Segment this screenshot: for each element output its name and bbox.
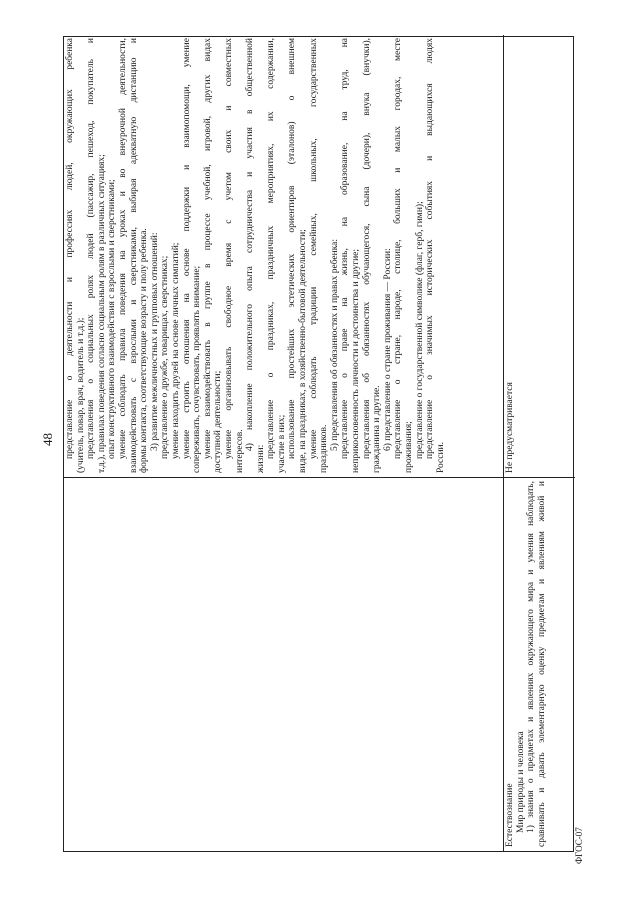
text-line: гражданина и другие. [372, 385, 383, 473]
text-line: сопереживать, сочувствовать, проявлять внимание; [192, 265, 203, 473]
table-cell-left [64, 477, 503, 851]
footer-code: ФГОС-07 [574, 827, 584, 864]
text-line: умение строить отношения на основе поддержки и взаимопомощи, умение [181, 38, 192, 459]
text-line: представление о государственной символике (флаг, герб, гимн); [414, 201, 425, 459]
text-line: умение организовывать свободное время с учетом своих и совместных [223, 38, 234, 459]
text-line: представление о праве на жизнь, на образование, на труд, на [340, 38, 351, 459]
table-row [504, 35, 575, 851]
text-line: умение соблюдать правила поведения на уроках и во внеурочной деятельности, [117, 38, 128, 459]
text-line: представления об обязанностях обучающегося, сына (дочери), внука (внучки), [361, 38, 372, 459]
text-line: проживания; [404, 421, 414, 473]
table-cell-right [64, 35, 503, 477]
text-line: 5) представления об обязанностях и правах ребенка: [329, 238, 340, 451]
page-number: 48 [40, 433, 55, 446]
text-line: сравнивать и давать элементарную оценку предметам и явлениям живой и [536, 481, 547, 847]
cell-text: Не предусматривается [505, 382, 515, 473]
text-line: представление о деятельности и профессиях людей, окружающих ребенка [65, 38, 75, 459]
text-line: формы контакта, соответствующие возрасту и полу ребенка. [139, 228, 150, 473]
text-line: России. [435, 441, 446, 473]
text-line: участие в них; [276, 414, 287, 473]
text-line: умение соблюдать традиции семейных, школьных, государственных [308, 38, 319, 459]
text-line: умение взаимодействовать в группе в процессе учебной, игровой, других видах [202, 38, 213, 459]
text-line: доступной деятельности; [213, 370, 224, 473]
text-line: Мир природы и человека [515, 731, 526, 833]
text-line: представление о значимых исторических событиях и выдающихся людях [425, 38, 436, 459]
table-cell-right [504, 35, 575, 477]
text-line: праздников. [319, 424, 330, 473]
text-line: представление о дружбе, товарищах, сверстниках; [160, 255, 171, 459]
text-line: использование простейших эстетических ориентиров (эталонов) о внешнем [287, 38, 298, 459]
text-line: 3) развитие межличностных и групповых отношений: [149, 232, 160, 451]
text-line: т.д.), правилах поведения согласно социальным ролям в различных ситуациях; [96, 154, 107, 473]
text-line: 6) представление о стране проживания — России: [382, 248, 393, 451]
text-line: 1) знания о предметах и явлениях окружающего мира и умения наблюдать, [526, 481, 537, 833]
text-line: представления о социальных ролях людей (пассажир, пешеход, покупатель и [86, 38, 97, 459]
text-line: 4) накопление положительного опыта сотрудничества и участия в общественной [245, 38, 256, 451]
text-line: неприкосновенность личности и достоинства и другие; [351, 248, 362, 473]
table-row [64, 35, 504, 851]
text-line: виде, на праздниках, в хозяйственно-бытовой деятельности; [298, 229, 309, 473]
text-line: (учитель, повар, врач, водитель и т.д.); [75, 317, 86, 473]
text-line: взаимодействовать с взрослыми и сверстниками, выбирая адекватную дистанцию и [128, 38, 139, 473]
text-line: Естествознание [505, 783, 515, 847]
text-line: опыт конструктивного взаимодействия с взрослыми и сверстниками; [107, 179, 118, 459]
text-line: жизни: [255, 444, 266, 473]
text-line: интересов. [234, 429, 245, 473]
text-line: представление о праздниках, праздничных мероприятиях, их содержании, [266, 38, 277, 459]
text-line: представление о стране, народе, столице, больших и малых городах, месте [393, 38, 404, 459]
rotated-content [63, 36, 574, 852]
standards-table [63, 36, 574, 852]
text-line: умение находить друзей на основе личных симпатий; [170, 242, 181, 459]
table-cell-left [504, 477, 575, 851]
